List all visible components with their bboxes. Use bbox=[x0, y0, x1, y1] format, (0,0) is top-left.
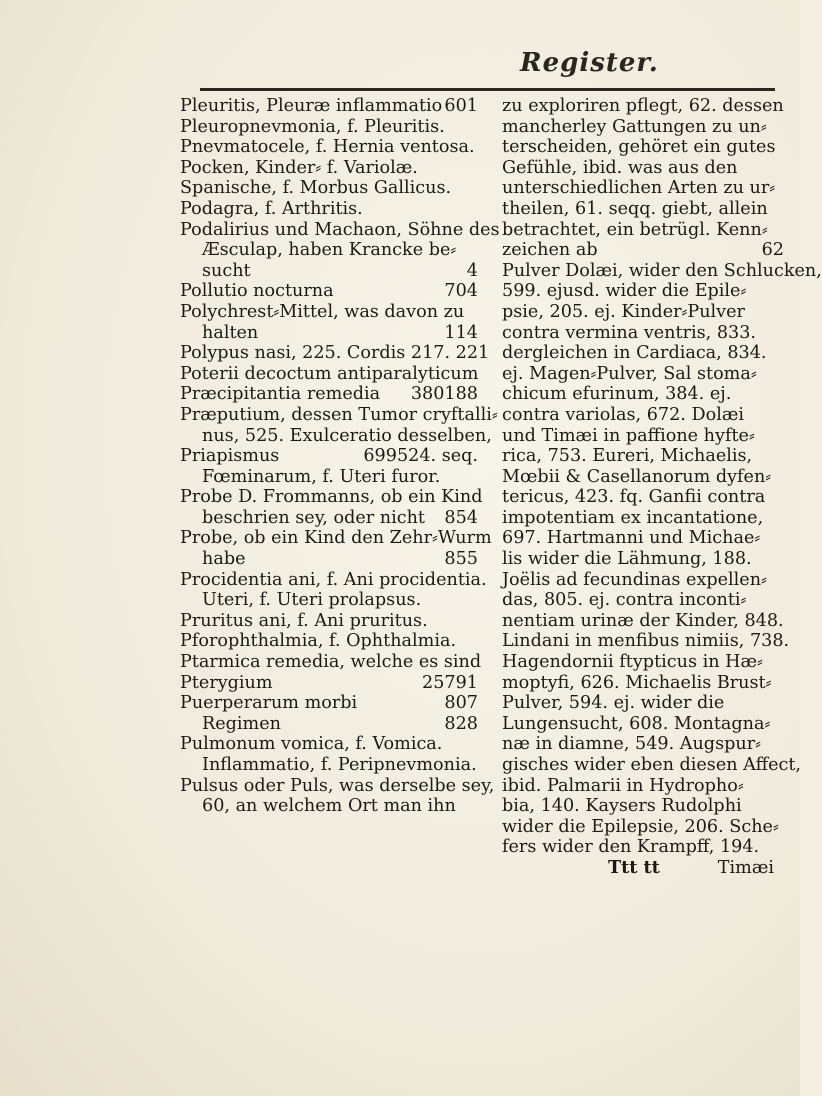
entry-text: zeichen ab bbox=[502, 240, 598, 261]
index-entry-line bbox=[180, 404, 498, 426]
index-entry-line bbox=[502, 281, 784, 302]
index-entry-line bbox=[502, 837, 784, 858]
index-entry-line bbox=[180, 755, 478, 776]
entry-text: Mœbii & Casellanorum dyfen⸗ bbox=[502, 466, 772, 487]
entry-text: terscheiden, gehöret ein gutes bbox=[502, 137, 776, 158]
entry-text: sucht bbox=[202, 260, 251, 281]
index-entry-line bbox=[180, 734, 478, 755]
entry-text: Podagra, f. Arthritis. bbox=[180, 198, 363, 219]
entry-text: Spanische, f. Morbus Gallicus. bbox=[180, 178, 452, 199]
entry-text: lis wider die Lähmung, 188. bbox=[502, 549, 752, 570]
index-entry-line bbox=[502, 590, 784, 611]
entry-text: Polypus nasi, 225. Cordis 217. 221 bbox=[180, 343, 490, 364]
index-entry-line bbox=[502, 549, 784, 570]
entry-text: contra vermina ventris, 833. bbox=[502, 322, 757, 343]
index-entry-line bbox=[180, 631, 478, 652]
entry-page-number: 828 bbox=[444, 713, 478, 734]
index-entry-line bbox=[502, 487, 784, 508]
entry-text: Puerperarum morbi bbox=[180, 693, 358, 714]
entry-text: Lungensucht, 608. Montagna⸗ bbox=[502, 713, 771, 734]
entry-text: Inflammatio, f. Peripnevmonia. bbox=[202, 755, 477, 775]
entry-text: theilen, 61. seqq. giebt, allein bbox=[502, 198, 768, 219]
index-entry-line bbox=[180, 796, 478, 817]
entry-text: Pleuritis, Pleuræ inflammatio bbox=[180, 96, 443, 116]
entry-text: bia, 140. Kaysers Rudolphi bbox=[502, 796, 742, 817]
entry-text: Pulsus oder Puls, was derselbe sey, bbox=[180, 775, 495, 796]
entry-text: nus, 525. Exulceratio desselben, bbox=[202, 425, 492, 446]
entry-text: Poterii decoctum antiparalyticum bbox=[180, 363, 479, 384]
index-entry-line bbox=[502, 343, 784, 364]
entry-text: nentiam urinæ der Kinder, 848. bbox=[502, 610, 784, 631]
index-entry-line bbox=[502, 302, 784, 323]
index-entry-line bbox=[180, 240, 478, 261]
index-entry-line bbox=[180, 302, 478, 323]
index-entry-line bbox=[180, 364, 478, 385]
entry-text: betrachtet, ein betrügl. Kenn⸗ bbox=[502, 219, 768, 240]
entry-text: Pulver Dolæi, wider den Schlucken, bbox=[502, 260, 822, 281]
index-entry-line bbox=[502, 220, 784, 241]
index-entry-line bbox=[180, 528, 492, 549]
entry-page-number: 380 bbox=[410, 384, 445, 405]
entry-text: Pollutio nocturna bbox=[180, 281, 334, 302]
entry-text: næ in diamne, 549. Augspur⸗ bbox=[502, 734, 761, 755]
index-entry-line bbox=[502, 755, 801, 776]
entry-text: Æsculap, haben Krancke be⸗ bbox=[202, 240, 457, 261]
entry-text: Probe D. Frommanns, ob ein Kind bbox=[180, 487, 483, 508]
index-entry-line bbox=[180, 199, 478, 220]
entry-text: Uteri, f. Uteri prolapsus. bbox=[202, 590, 422, 611]
index-entry-line bbox=[180, 611, 478, 632]
index-entry-line bbox=[502, 611, 784, 632]
index-entry-line bbox=[502, 405, 784, 426]
index-entry-line bbox=[180, 714, 478, 735]
index-entry-line bbox=[502, 178, 784, 199]
entry-text: Ptarmica remedia, welche es sind bbox=[180, 652, 482, 673]
index-entry-line bbox=[180, 508, 478, 529]
signature-mark: Ttt tt bbox=[608, 856, 660, 878]
entry-text: Pterygium bbox=[180, 672, 273, 693]
index-entry-line bbox=[502, 446, 784, 467]
entry-text: wider die Epilepsie, 206. Sche⸗ bbox=[502, 816, 779, 837]
index-entry-line bbox=[502, 260, 822, 282]
entry-text: Præputium, dessen Tumor cryftalli⸗ bbox=[180, 404, 498, 425]
index-entry-line bbox=[180, 775, 495, 797]
catchword-line bbox=[502, 858, 784, 879]
index-entry-line bbox=[180, 549, 478, 570]
entry-text: 697. Hartmanni und Michae⸗ bbox=[502, 528, 761, 549]
index-entry-line bbox=[502, 117, 784, 138]
index-entry-line bbox=[502, 137, 784, 158]
entry-page-number: 699 bbox=[363, 446, 397, 467]
index-entry-line bbox=[180, 219, 500, 241]
index-entry-line bbox=[502, 817, 784, 838]
entry-text: Hagendornii ftypticus in Hæ⸗ bbox=[502, 652, 763, 673]
index-entry-line bbox=[502, 158, 784, 179]
entry-text: Priapismus bbox=[180, 446, 280, 467]
entry-text: zu exploriren pflegt, 62. dessen bbox=[502, 96, 784, 116]
entry-page-number: 807 bbox=[444, 693, 478, 714]
entry-text: chicum efurinum, 384. ej. bbox=[502, 384, 732, 405]
entry-text: Pruritus ani, f. Ani pruritus. bbox=[180, 610, 428, 631]
entry-text: dergleichen in Cardiaca, 834. bbox=[502, 343, 767, 364]
index-entry-line bbox=[180, 261, 478, 282]
entry-text: mancherley Gattungen zu un⸗ bbox=[502, 116, 767, 137]
entry-page-number: 188 bbox=[444, 384, 478, 405]
index-entry-line bbox=[180, 96, 478, 117]
entry-text: Polychrest⸗Mittel, was davon zu bbox=[180, 301, 465, 322]
index-entry-line bbox=[502, 631, 790, 652]
index-entry-line bbox=[180, 487, 483, 508]
entry-page-number: 91 bbox=[455, 672, 478, 693]
left-column bbox=[180, 96, 500, 817]
page-header-title: Register. bbox=[520, 48, 659, 78]
entry-text: tericus, 423. fq. Ganfii contra bbox=[502, 487, 766, 508]
entry-text: Lindani in menfibus nimiis, 738. bbox=[502, 631, 790, 652]
entry-text: Probe, ob ein Kind den Zehr⸗Wurm bbox=[180, 528, 492, 549]
entry-page-number: 704 bbox=[444, 281, 478, 302]
entry-text: 60, an welchem Ort man ihn bbox=[202, 796, 456, 817]
entry-text: Pnevmatocele, f. Hernia ventosa. bbox=[180, 137, 475, 158]
index-entry-line bbox=[180, 117, 478, 138]
entry-text: psie, 205. ej. Kinder⸗Pulver bbox=[502, 301, 745, 322]
index-entry-line bbox=[180, 343, 490, 364]
index-entry-line bbox=[502, 384, 784, 405]
index-entry-line bbox=[502, 693, 784, 714]
entry-page-number: 114 bbox=[444, 322, 478, 343]
index-entry-line bbox=[502, 714, 784, 735]
entry-page-number: 854 bbox=[444, 507, 478, 528]
index-entry-line bbox=[180, 693, 478, 714]
index-entry-line bbox=[180, 569, 487, 591]
index-entry-line bbox=[180, 323, 478, 344]
entry-text: ibid. Palmarii in Hydropho⸗ bbox=[502, 775, 744, 796]
index-entry-line bbox=[180, 158, 478, 179]
entry-text: und Timæi in paffione hyfte⸗ bbox=[502, 425, 755, 446]
entry-page-number: 524. seq. bbox=[396, 446, 478, 467]
index-entry-line bbox=[180, 673, 478, 694]
entry-text: beschrien sey, oder nicht bbox=[202, 507, 425, 528]
entry-text: moptyfi, 626. Michaelis Brust⸗ bbox=[502, 672, 772, 693]
entry-text: ej. Magen⸗Pulver, Sal stoma⸗ bbox=[502, 363, 757, 384]
index-entry-line bbox=[502, 364, 784, 385]
entry-text: contra variolas, 672. Dolæi bbox=[502, 404, 744, 425]
index-entry-line bbox=[502, 652, 784, 673]
index-entry-line bbox=[502, 528, 784, 549]
entry-text: rica, 753. Eureri, Michaelis, bbox=[502, 446, 753, 467]
entry-text: 599. ejusd. wider die Epile⸗ bbox=[502, 281, 747, 302]
entry-text: Gefühle, ibid. was aus den bbox=[502, 157, 738, 178]
entry-text: Præcipitantia remedia bbox=[180, 384, 381, 405]
index-entry-line bbox=[180, 384, 478, 405]
entry-page-number: 601 bbox=[444, 96, 478, 116]
index-entry-line bbox=[180, 178, 478, 199]
index-entry-line bbox=[180, 467, 478, 488]
index-entry-line bbox=[180, 281, 478, 302]
entry-text: Procidentia ani, f. Ani procidentia. bbox=[180, 569, 487, 590]
entry-page-number: 257 bbox=[422, 672, 456, 693]
index-entry-line bbox=[502, 96, 784, 117]
index-entry-line bbox=[502, 776, 784, 797]
entry-page-number: 855 bbox=[444, 549, 478, 570]
index-entry-line bbox=[502, 199, 784, 220]
index-entry-line bbox=[180, 425, 492, 447]
entry-text: unterschiedlichen Arten zu ur⸗ bbox=[502, 178, 776, 199]
header-rule bbox=[200, 88, 775, 91]
index-entry-line bbox=[502, 240, 784, 261]
catchword: Timæi bbox=[717, 857, 774, 878]
index-entry-line bbox=[502, 734, 784, 755]
index-entry-line bbox=[502, 426, 784, 447]
entry-text: Pocken, Kinder⸗ f. Variolæ. bbox=[180, 157, 418, 178]
entry-text: Regimen bbox=[202, 713, 281, 734]
entry-text: habe bbox=[202, 549, 246, 570]
entry-text: impotentiam ex incantatione, bbox=[502, 507, 764, 528]
entry-text: halten bbox=[202, 322, 259, 343]
entry-text: das, 805. ej. contra inconti⸗ bbox=[502, 590, 747, 611]
index-entry-line bbox=[502, 570, 784, 591]
entry-page-number: 4 bbox=[466, 260, 478, 281]
index-entry-line bbox=[180, 137, 478, 158]
index-entry-line bbox=[502, 323, 784, 344]
entry-text: Joëlis ad fecundinas expellen⸗ bbox=[502, 569, 767, 590]
entry-text: fers wider den Krampff, 194. bbox=[502, 837, 760, 858]
index-entry-line bbox=[502, 508, 784, 529]
index-entry-line bbox=[502, 673, 784, 694]
index-entry-line bbox=[502, 796, 784, 817]
index-entry-line bbox=[180, 590, 478, 611]
entry-text: Pleuropnevmonia, f. Pleuritis. bbox=[180, 116, 445, 137]
entry-text: Pulver, 594. ej. wider die bbox=[502, 693, 725, 714]
entry-text: Pforophthalmia, f. Ophthalmia. bbox=[180, 631, 457, 652]
entry-text: Podalirius und Machaon, Söhne des bbox=[180, 219, 500, 240]
entry-text: Pulmonum vomica, f. Vomica. bbox=[180, 734, 443, 755]
entry-text: gisches wider eben diesen Affect, bbox=[502, 755, 801, 775]
entry-text: Fœminarum, f. Uteri furor. bbox=[202, 466, 441, 487]
index-entry-line bbox=[502, 467, 784, 488]
entry-page-number: 62 bbox=[761, 240, 784, 261]
right-column bbox=[502, 96, 822, 879]
